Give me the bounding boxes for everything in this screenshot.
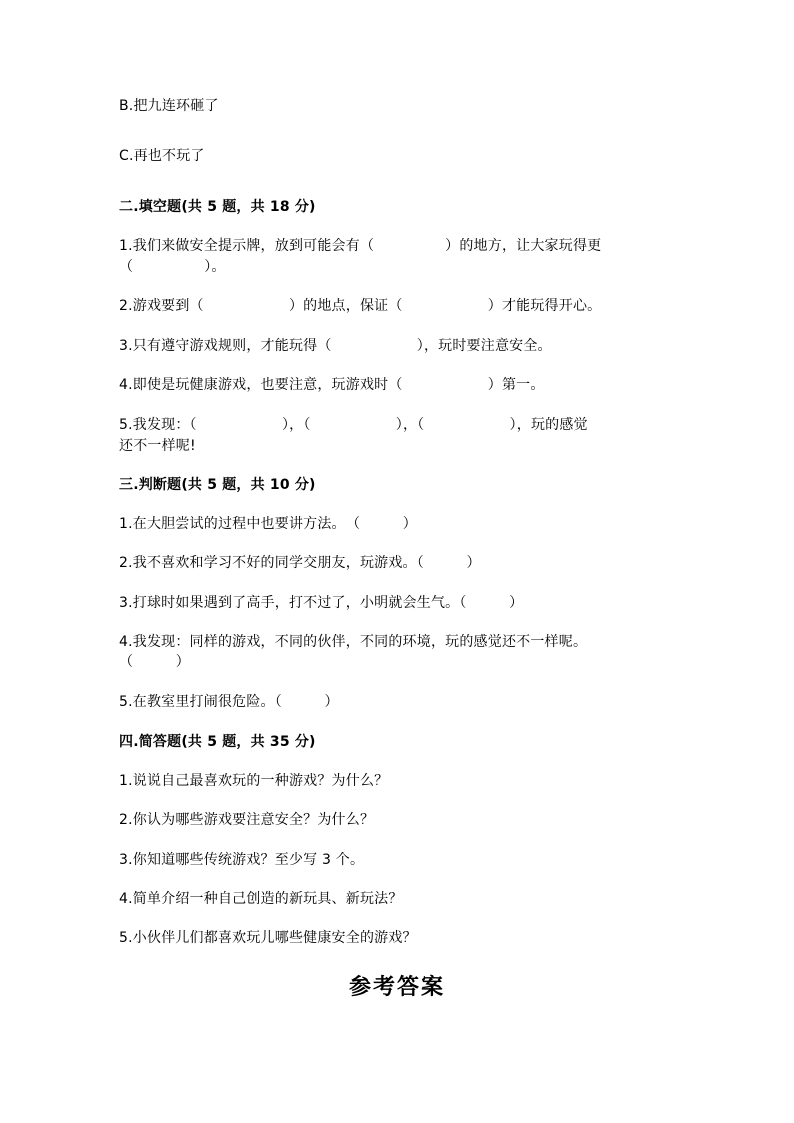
- short-q5: 5.小伙伴儿们都喜欢玩儿哪些健康安全的游戏？: [119, 930, 417, 946]
- judge-q3: 3.打球时如果遇到了高手，打不过了，小明就会生气。（ ）: [119, 595, 524, 611]
- section-3-title: 三.判断题(共 5 题，共 10 分): [119, 477, 316, 493]
- short-q1: 1.说说自己最喜欢玩的一种游戏？为什么？: [119, 773, 389, 789]
- fill-q5-line1: 5.我发现：（ ），（ ），（ ），玩的感觉: [119, 417, 588, 433]
- option-c: C.再也不玩了: [119, 148, 205, 164]
- option-b: B.把九连环砸了: [119, 98, 219, 114]
- answer-key-title: 参考答案: [348, 974, 445, 1000]
- fill-q5-line2: 还不一样呢!: [119, 438, 196, 454]
- fill-q4: 4.即使是玩健康游戏，也要注意，玩游戏时（ ）第一。: [119, 377, 545, 393]
- judge-q4-line2: （ ）: [119, 654, 190, 670]
- section-2-title: 二.填空题(共 5 题，共 18 分): [119, 199, 316, 215]
- short-q3: 3.你知道哪些传统游戏？至少写 3 个。: [119, 852, 365, 868]
- fill-q1-line2: （ ）。: [119, 259, 226, 275]
- section-4-title: 四.简答题(共 5 题，共 35 分): [119, 734, 316, 750]
- fill-q1-line1: 1.我们来做安全提示牌，放到可能会有（ ）的地方，让大家玩得更: [119, 238, 602, 254]
- judge-q5: 5.在教室里打闹很危险。（ ）: [119, 694, 339, 710]
- short-q2: 2.你认为哪些游戏要注意安全？为什么？: [119, 812, 375, 828]
- short-q4: 4.简单介绍一种自己创造的新玩具、新玩法？: [119, 891, 403, 907]
- judge-q4-line1: 4.我发现：同样的游戏，不同的伙伴，不同的环境，玩的感觉还不一样呢。: [119, 634, 588, 650]
- judge-q1: 1.在大胆尝试的过程中也要讲方法。 （ ）: [119, 516, 417, 532]
- fill-q2: 2.游戏要到（ ）的地点，保证（ ）才能玩得开心。: [119, 298, 602, 314]
- fill-q3: 3.只有遵守游戏规则，才能玩得（ ），玩时要注意安全。: [119, 338, 552, 354]
- judge-q2: 2.我不喜欢和学习不好的同学交朋友，玩游戏。（ ）: [119, 555, 481, 571]
